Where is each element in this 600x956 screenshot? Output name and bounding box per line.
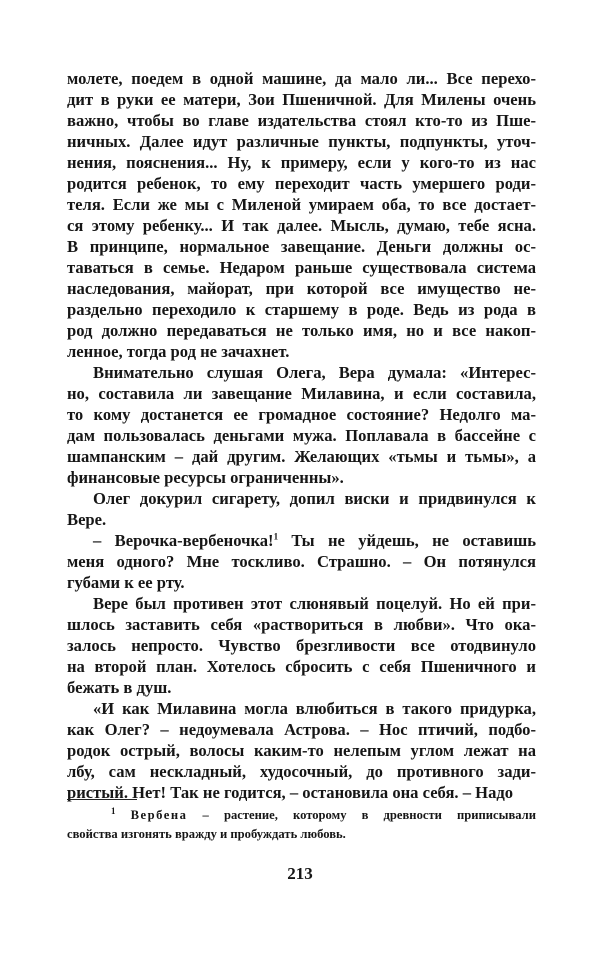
text-line: «И как Милавина могла влюбиться в такого придурка, <box>93 699 536 718</box>
text-line: дам пользовалась деньгами мужа. Поплавала в бассейне с <box>67 426 536 445</box>
text-line: ничных. Далее идут различные пункты, подпункты, уточ- <box>67 132 536 151</box>
paragraph <box>67 362 536 488</box>
footnote-mark: 1 <box>111 805 116 816</box>
page-body <box>67 68 536 803</box>
text-line: нения, пояснения... Ну, к примеру, если у кого-то из нас <box>67 153 536 172</box>
text-line: таваться в семье. Недаром раньше существовала система <box>67 258 536 277</box>
text-line: дит в руки ее матери, Зои Пшеничной. Для Милены очень <box>67 90 536 109</box>
footnote-divider <box>67 799 137 800</box>
paragraph <box>67 530 536 593</box>
page-number: 213 <box>287 864 313 883</box>
paragraph <box>67 68 536 362</box>
text-line: Внимательно слушая Олега, Вера думала: «Интерес- <box>93 363 536 382</box>
text-line: молете, поедем в одной машине, да мало ли... Все перехо- <box>67 69 536 88</box>
text-line: наследования, майорат, при которой все имущество не- <box>67 279 536 298</box>
text-line: но, составила ли завещание Милавина, и если составила, <box>67 384 536 403</box>
footnote-reference[interactable]: 1 <box>273 531 279 542</box>
paragraph <box>67 488 536 530</box>
text-line: шлось заставить себя «раствориться в любви». Что ока- <box>67 615 536 634</box>
paragraph <box>67 593 536 698</box>
text-line: ристый. Нет! Так не годится, – остановила она себя. – Надо <box>67 783 514 802</box>
line-text: – Верочка-вербеночка! <box>93 531 274 550</box>
paragraph <box>67 698 536 803</box>
text-line: ленное, тогда род не зачахнет. <box>67 342 290 361</box>
footnote <box>67 806 536 844</box>
text-line: родится ребенок, то ему переходит часть умершего роди- <box>67 174 536 193</box>
text-line: ся этому ребенку... И так далее. Мысль, думаю, тебе ясна. <box>67 216 536 235</box>
text-line: важно, чтобы во главе издательства стоял кто-то из Пше- <box>67 111 536 130</box>
text-line: раздельно переходило к старшему в роде. Ведь из рода в <box>67 300 536 319</box>
text-line: лбу, сам нескладный, худосочный, до противного зади- <box>67 762 536 781</box>
text-line: бежать в душ. <box>67 678 172 697</box>
text-line: Олег докурил сигарету, допил виски и придвинулся к <box>93 489 536 508</box>
text-line: родок острый, волосы каким-то нелепым углом лежат на <box>67 741 536 760</box>
footnote-text: – растение, которому в древности приписывали <box>187 808 536 822</box>
text-line: залось непросто. Чувство брезгливости все отодвинуло <box>67 636 536 655</box>
text-line: Вере был противен этот слюнявый поцелуй. Но ей при- <box>93 594 536 613</box>
text-line: как Олег? – недоумевала Астрова. – Нос птичий, подбо- <box>67 720 536 739</box>
text-line: финансовые ресурсы ограниченны». <box>67 468 344 487</box>
text-line: губами к ее рту. <box>67 573 185 592</box>
text-line: Вере. <box>67 510 107 529</box>
text-line: меня одного? Мне тоскливо. Страшно. – Он потянулся <box>67 552 536 571</box>
footnote-line: свойства изгонять вражду и пробуждать любовь. <box>67 827 346 841</box>
text-line: теля. Если же мы с Миленой умираем оба, то все достает- <box>67 195 536 214</box>
text-line: на второй план. Хотелось сбросить с себя Пшеничного и <box>67 657 536 676</box>
line-text: Ты не уйдешь, не оставишь <box>278 531 536 550</box>
text-line: род должно передаваться не только имя, но и все накоп- <box>67 321 536 340</box>
text-line: шампанским – дай другим. Желающих «тьмы и тьмы», а <box>67 447 536 466</box>
footnote-term: Вербена <box>130 808 188 822</box>
text-line <box>67 530 536 551</box>
text-line: то кому достанется ее громадное состояние? Недолго ма- <box>67 405 536 424</box>
text-line: В принципе, нормальное завещание. Деньги должны ос- <box>67 237 536 256</box>
